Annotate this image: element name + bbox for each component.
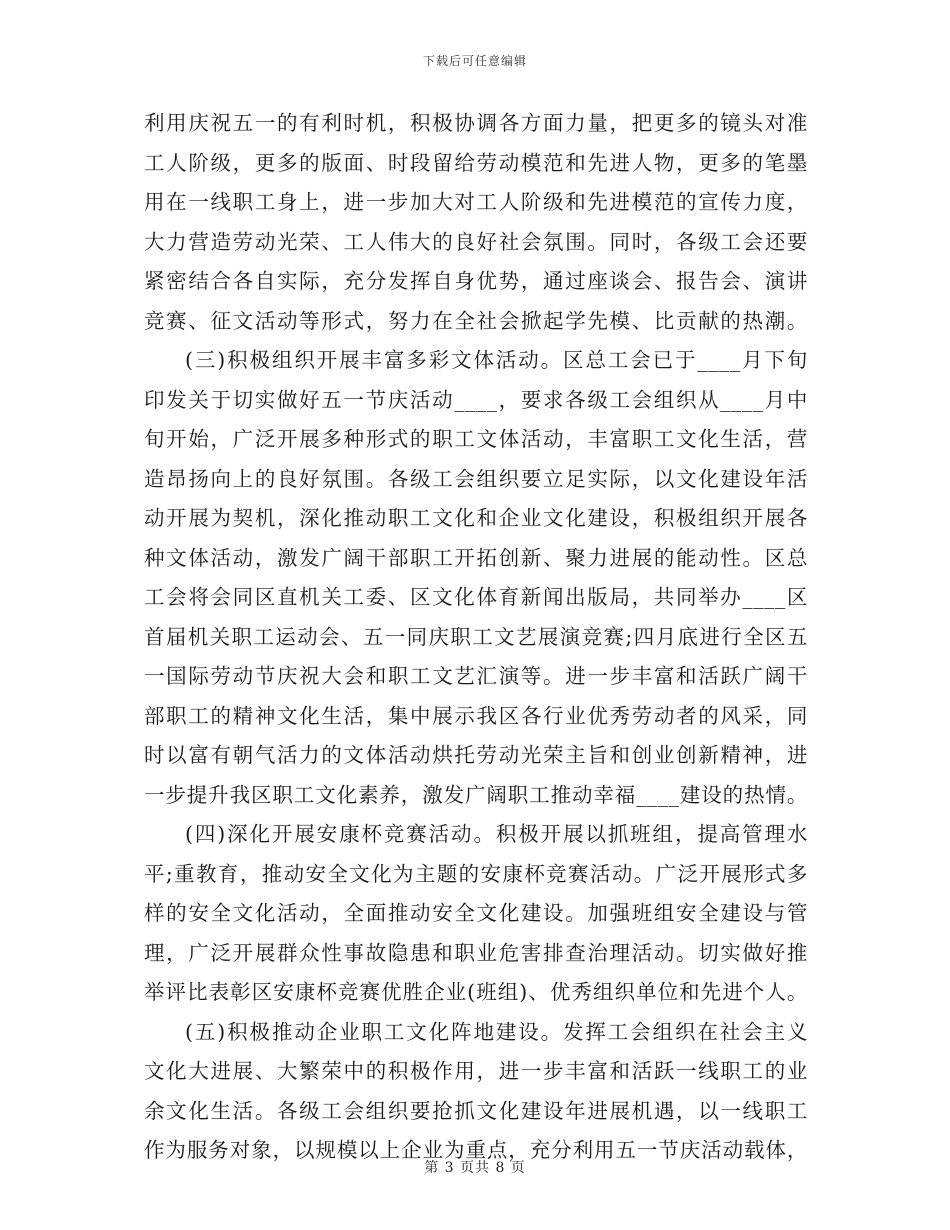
text-line: 造昂扬向上的良好氛围。各级工会组织要立足实际，以文化建设年活: [144, 466, 808, 491]
text-line: 用在一线职工身上，进一步加大对工人阶级和先进模范的宣传力度，: [144, 190, 808, 214]
header-note: 下载后可任意编辑: [422, 54, 527, 68]
page-number: 第 3 页共 8 页: [424, 1160, 526, 1176]
section-heading-line: (五)积极推动企业职工文化阵地建设。发挥工会组织在社会主义: [185, 1019, 808, 1044]
text-line: 种文体活动，激发广阔干部职工开拓创新、聚力进展的能动性。区总: [144, 545, 808, 570]
text-line: 印发关于切实做好五一节庆活动____，要求各级工会组织从____月中: [144, 387, 808, 412]
text-line: 举评比表彰区安康杯竞赛优胜企业(班组)、优秀组织单位和先进个人。: [144, 980, 808, 1004]
text-line: 首届机关职工运动会、五一同庆职工文艺展演竞赛;四月底进行全区五: [144, 624, 808, 649]
text-line: 一步提升我区职工文化素养，激发广阔职工推动幸福____建设的热情。: [144, 782, 808, 807]
text-line: 样的安全文化活动，全面推动安全文化建设。加强班组安全建设与管: [144, 901, 808, 925]
text-line: 大力营造劳动光荣、工人伟大的良好社会氛围。同时，各级工会还要: [144, 229, 808, 254]
text-line: 竞赛、征文活动等形式，努力在全社会掀起学先模、比贡献的热潮。: [144, 308, 808, 333]
text-line: 平;重教育，推动安全文化为主题的安康杯竞赛活动。广泛开展形式多: [144, 861, 808, 886]
section-heading-line: (三)积极组织开展丰富多彩文体活动。区总工会已于____月下旬: [185, 348, 808, 372]
section-heading-line: (四)深化开展安康杯竞赛活动。积极开展以抓班组，提高管理水: [185, 822, 808, 846]
text-line: 工会将会同区直机关工委、区文化体育新闻出版局，共同举办____区: [144, 585, 808, 609]
text-line: 作为服务对象，以规模以上企业为重点，充分利用五一节庆活动载体，: [144, 1138, 808, 1162]
text-line: 利用庆祝五一的有利时机，积极协调各方面力量，把更多的镜头对准: [144, 111, 808, 135]
text-line: 部职工的精神文化生活，集中展示我区各行业优秀劳动者的风采，同: [144, 703, 808, 728]
text-line: 动开展为契机，深化推动职工文化和企业文化建设，积极组织开展各: [144, 506, 808, 530]
text-line: 余文化生活。各级工会组织要抢抓文化建设年进展机遇，以一线职工: [144, 1098, 808, 1123]
text-line: 文化大进展、大繁荣中的积极作用，进一步丰富和活跃一线职工的业: [144, 1059, 808, 1083]
text-line: 工人阶级，更多的版面、时段留给劳动模范和先进人物，更多的笔墨: [144, 150, 808, 175]
text-line: 一国际劳动节庆祝大会和职工文艺汇演等。进一步丰富和活跃广阔干: [144, 664, 808, 688]
text-line: 旬开始，广泛开展多种形式的职工文体活动，丰富职工文化生活，营: [144, 427, 808, 451]
text-line: 理，广泛开展群众性事故隐患和职业危害排查治理活动。切实做好推: [144, 940, 808, 965]
document-body: [144, 104, 808, 1171]
text-line: 时以富有朝气活力的文体活动烘托劳动光荣主旨和创业创新精神，进: [144, 743, 808, 767]
text-line: 紧密结合各自实际，充分发挥自身优势，通过座谈会、报告会、演讲: [144, 269, 808, 293]
